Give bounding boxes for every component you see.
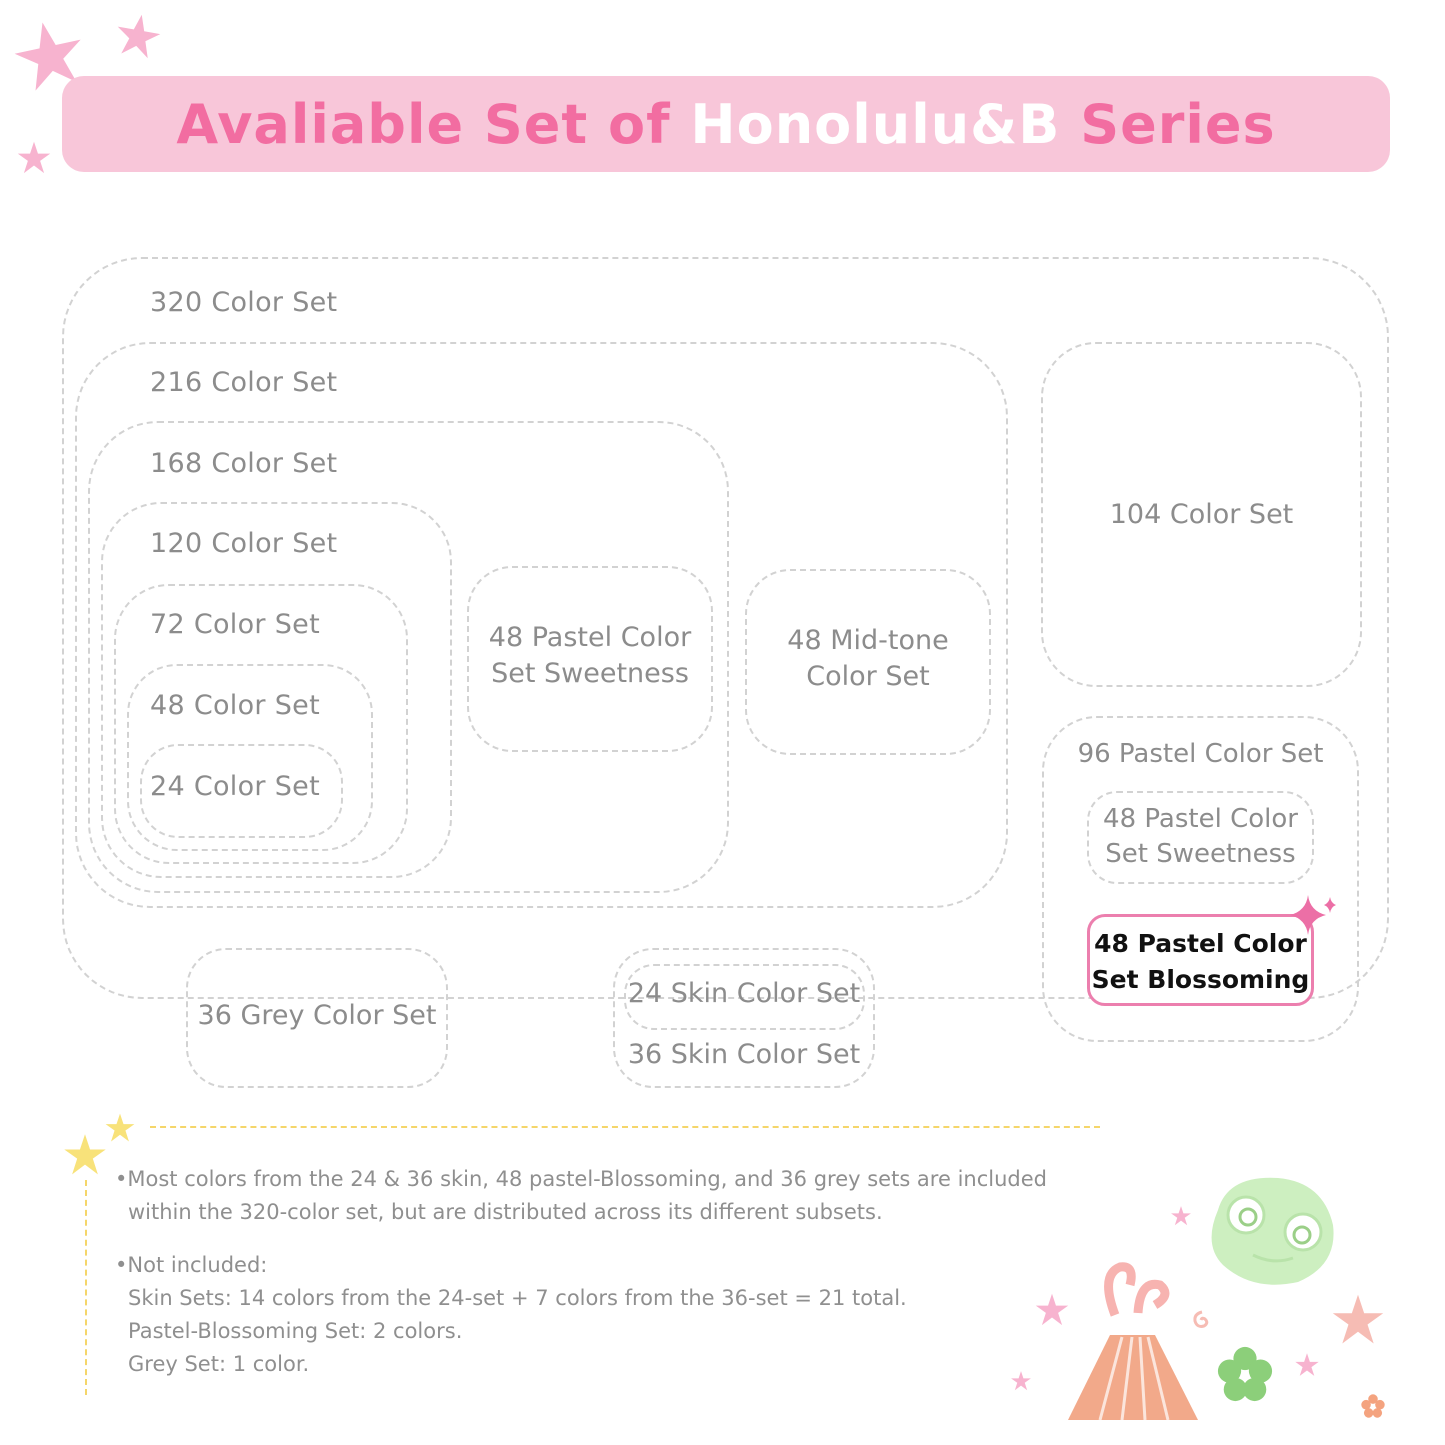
sparkle-icon [1288,893,1338,937]
label-grey-36: 36 Grey Color Set [197,1000,437,1031]
label-24: 24 Color Set [150,771,320,802]
label-216: 216 Color Set [150,367,338,398]
label-skin-24: 24 Skin Color Set [627,978,861,1009]
note-1-line2: within the 320-color set, but are distributed across its different subsets. [128,1200,883,1224]
label-blossoming-line2: Set Blossoming [1091,965,1310,994]
volcano-icon [1060,1255,1210,1430]
box-pastel-blossoming [1087,914,1314,1006]
label-blossoming-line1: 48 Pastel Color [1094,929,1307,958]
title-brand: Honolulu&B [690,92,1061,156]
label-midtone-line1: 48 Mid-tone [787,625,949,656]
label-96-pastel: 96 Pastel Color Set [1077,739,1324,769]
note-1: •Most colors from the 24 & 36 skin, 48 pastel-Blossoming, and 36 grey sets are included within the 320-color set, but are distributed across its different subsets. [115,1163,1047,1229]
notes-divider [150,1126,1100,1128]
label-pastel-sweetness-line1: 48 Pastel Color [488,622,692,653]
label-midtone [745,623,991,695]
label-320: 320 Color Set [150,287,338,318]
note-1-line1: Most colors from the 24 & 36 skin, 48 pastel-Blossoming, and 36 grey sets are included [127,1167,1047,1191]
pink-star-icon [1294,1352,1320,1378]
swirl-icon [1190,1308,1214,1332]
note-2-line3: Grey Set: 1 color. [128,1352,310,1376]
label-120: 120 Color Set [150,528,338,559]
note-2-line1: Skin Sets: 14 colors from the 24-set + 7 colors from the 36-set = 21 total. [128,1286,907,1310]
pink-star-icon [1010,1370,1032,1392]
label-skin-36: 36 Skin Color Set [627,1039,861,1070]
label-midtone-line2: Color Set [806,661,930,692]
title-part-3: Series [1060,92,1276,156]
frog-mascot-icon [1198,1170,1348,1290]
note-2-line2: Pastel-Blossoming Set: 2 colors. [128,1319,463,1343]
note-2: •Not included: Skin Sets: 14 colors from the 24-set + 7 colors from the 36-set = 21 total. Pastel-Blossoming Set: 2 colors. Grey Set: 1 color. [115,1249,907,1381]
pink-star-icon [114,12,162,60]
pink-star-icon [1170,1205,1192,1227]
yellow-star-icon [62,1132,108,1178]
label-48: 48 Color Set [150,690,320,721]
label-pastel-sweetness [467,620,713,692]
title-part-1: Avaliable Set of [176,92,671,156]
label-pastel-sweetness-2 [1087,802,1314,872]
page-title [62,76,1390,172]
label-72: 72 Color Set [150,609,320,640]
pink-star-icon [16,140,52,176]
label-pastel-sweetness-line2: Set Sweetness [491,658,689,689]
label-104: 104 Color Set [1109,499,1294,530]
flower-icon [1330,1292,1386,1348]
label-pastel-sweetness-2-line1: 48 Pastel Color [1103,804,1298,834]
flower-icon [1360,1393,1386,1419]
pink-star-icon [1034,1290,1070,1330]
yellow-star-icon [104,1112,136,1144]
note-2-head: Not included: [127,1253,268,1277]
label-pastel-sweetness-2-line2: Set Sweetness [1105,839,1296,869]
flower-icon [1216,1345,1274,1403]
label-168: 168 Color Set [150,448,338,479]
notes-vertical-divider [85,1180,87,1395]
